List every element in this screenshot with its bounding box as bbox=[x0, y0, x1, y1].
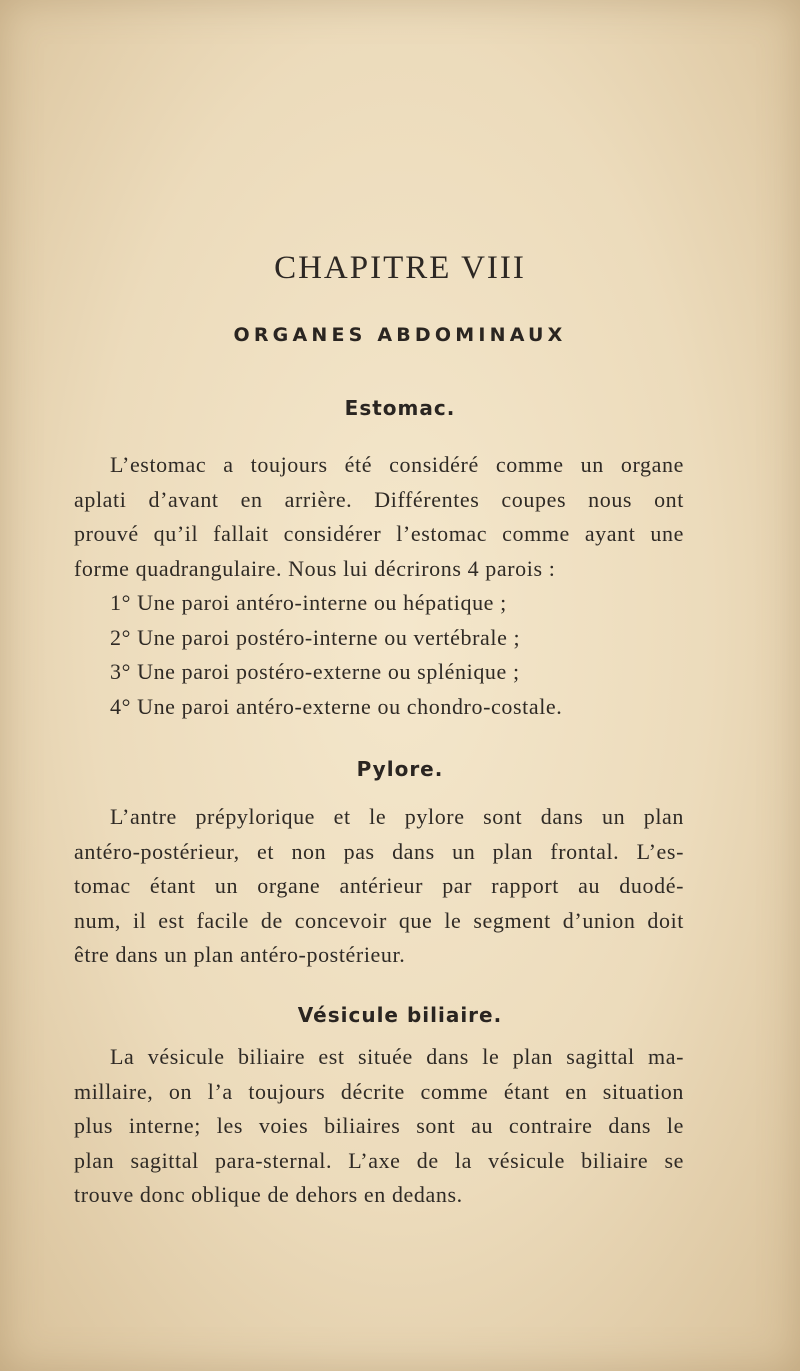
list-item: 3° Une paroi postéro-externe ou splénique ; bbox=[110, 659, 520, 684]
paragraph-pylore bbox=[74, 800, 684, 973]
list-item: 4° Une paroi antéro-externe ou chondro-costale. bbox=[110, 693, 563, 719]
text-line: antéro-postérieur, et non pas dans un plan frontal. L’es- bbox=[74, 838, 684, 864]
section-heading-vesicule: Vésicule biliaire. bbox=[297, 1003, 503, 1027]
text-line: L’antre prépylorique et le pylore sont dans un plan bbox=[110, 804, 684, 829]
text-line: trouve donc oblique de dehors en dedans. bbox=[74, 1182, 463, 1207]
paragraph-vesicule bbox=[74, 1040, 684, 1213]
text-line: millaire, on l’a toujours décrite comme étant en situation bbox=[74, 1078, 684, 1104]
list-item: 1° Une paroi antéro-interne ou hépatique ; bbox=[110, 590, 507, 615]
chapter-title: CHAPITRE VIII bbox=[274, 250, 526, 286]
section-heading-pylore: Pylore. bbox=[356, 757, 444, 781]
text-line: plan sagittal para-sternal. L’axe de la vésicule biliaire se bbox=[74, 1147, 684, 1173]
list-parois bbox=[110, 586, 690, 724]
text-line: forme quadrangulaire. Nous lui décrirons 4 parois : bbox=[74, 555, 556, 581]
text-line: tomac étant un organe antérieur par rapport au duodé- bbox=[74, 873, 684, 898]
text-line: L’estomac a toujours été considéré comme un organe bbox=[110, 452, 684, 477]
text-line: prouvé qu’il fallait considérer l’estomac comme ayant une bbox=[74, 521, 684, 546]
text-line: num, il est facile de concevoir que le segment d’union doit bbox=[74, 907, 684, 933]
text-line: plus interne; les voies biliaires sont au contraire dans le bbox=[74, 1113, 684, 1138]
text-line: être dans un plan antéro-postérieur. bbox=[74, 942, 406, 967]
text-line: aplati d’avant en arrière. Différentes coupes nous ont bbox=[74, 486, 684, 512]
section-heading-estomac: Estomac. bbox=[344, 396, 456, 420]
paragraph-estomac bbox=[74, 448, 684, 586]
list-item: 2° Une paroi postéro-interne ou vertébrale ; bbox=[110, 624, 521, 650]
chapter-subtitle: ORGANES ABDOMINAUX bbox=[233, 324, 567, 346]
text-line: La vésicule biliaire est située dans le plan sagittal ma- bbox=[110, 1044, 684, 1069]
